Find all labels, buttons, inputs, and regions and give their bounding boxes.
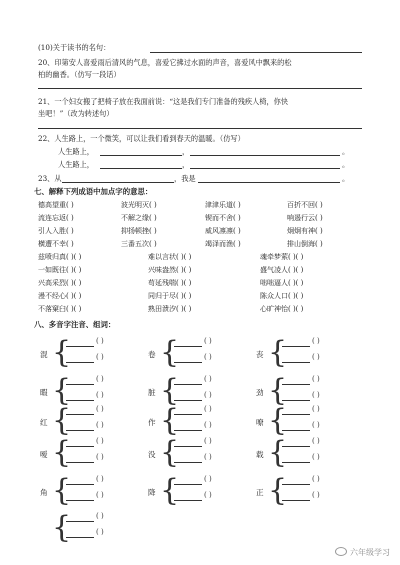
- q22-line2: 人生路上，: [58, 147, 94, 156]
- q22-period-1: 。: [342, 147, 350, 156]
- brace-glyph: {: [268, 435, 288, 470]
- q21-line1: 21、一个妇女搬了把椅子放在我面前说：“这是我们专门准备的残疾人椅，你快: [38, 97, 289, 106]
- q23-blank-1[interactable]: [62, 182, 174, 183]
- pinyin-paren[interactable]: ( ): [96, 475, 104, 483]
- idiom-r4-c3: 竭泽而渔( ): [205, 240, 241, 248]
- word-blank[interactable]: [174, 384, 202, 385]
- pinyin-paren[interactable]: ( ): [204, 405, 212, 413]
- pinyin-paren[interactable]: ( ): [312, 453, 320, 461]
- watermark-text: 六年级学习: [350, 548, 390, 558]
- pinyin-paren[interactable]: ( ): [204, 353, 212, 361]
- polyphone-char: 卷: [148, 350, 156, 359]
- idiom-r5-c2: 难以言状( )( ): [148, 253, 192, 261]
- q20-line2: 柏的幽香。（仿写一段话）: [38, 70, 121, 79]
- idiom-r1-c4: 百折不回( ): [287, 201, 323, 209]
- pinyin-paren[interactable]: ( ): [312, 353, 320, 361]
- idiom-r4-c4: 排山倒海( ): [287, 240, 323, 248]
- idiom-r2-c1: 流连忘返( ): [38, 214, 74, 222]
- polyphone-char: 嗳: [40, 450, 48, 459]
- q22-line1: 22、人生路上，一个微笑，可以让我们看到春天的温暖。（仿写）: [38, 134, 245, 143]
- word-blank[interactable]: [66, 430, 94, 431]
- brace-glyph: {: [160, 373, 180, 408]
- idiom-r7-c3: 咄咄逼人( )( ): [260, 279, 304, 287]
- word-blank[interactable]: [282, 484, 310, 485]
- q20-answer-line[interactable]: [38, 88, 362, 89]
- pinyin-paren[interactable]: ( ): [312, 437, 320, 445]
- word-blank[interactable]: [282, 500, 310, 501]
- brace-glyph: {: [268, 373, 288, 408]
- brace-glyph: {: [52, 335, 72, 370]
- polyphone-char: 载: [256, 450, 264, 459]
- q23-blank-2[interactable]: [198, 182, 340, 183]
- word-blank[interactable]: [174, 430, 202, 431]
- watermark: [335, 547, 390, 559]
- polyphone-char: 嘹: [256, 418, 264, 427]
- brace-glyph: {: [52, 473, 72, 508]
- word-blank[interactable]: [174, 500, 202, 501]
- word-blank[interactable]: [282, 430, 310, 431]
- pinyin-paren[interactable]: ( ): [96, 528, 104, 536]
- pinyin-paren[interactable]: ( ): [204, 437, 212, 445]
- brace-glyph: {: [52, 510, 72, 545]
- pinyin-paren[interactable]: ( ): [96, 337, 104, 345]
- idiom-r7-c1: 兴高采烈( )( ): [38, 279, 82, 287]
- q22-comma-1: ，: [182, 147, 190, 156]
- idiom-r2-c2: 不解之缘( ): [121, 214, 157, 222]
- word-blank[interactable]: [66, 462, 94, 463]
- word-blank[interactable]: [66, 537, 94, 538]
- word-blank[interactable]: [282, 400, 310, 401]
- pinyin-paren[interactable]: ( ): [96, 437, 104, 445]
- q22-blank-4[interactable]: [190, 168, 340, 169]
- pinyin-paren[interactable]: ( ): [96, 353, 104, 361]
- polyphone-char: 作: [148, 418, 156, 427]
- pinyin-paren[interactable]: ( ): [204, 453, 212, 461]
- section7-title: 七、解释下列成语中加点字的意思：: [34, 187, 153, 196]
- brace-glyph: {: [160, 335, 180, 370]
- word-blank[interactable]: [174, 446, 202, 447]
- idiom-r6-c3: 盛气凌人( )( ): [260, 266, 304, 274]
- word-blank[interactable]: [66, 521, 94, 522]
- pinyin-paren[interactable]: ( ): [96, 421, 104, 429]
- idiom-r8-c3: 陈众人口( )( ): [260, 292, 304, 300]
- word-blank[interactable]: [282, 462, 310, 463]
- brace-glyph: {: [160, 473, 180, 508]
- q23-mid: ，我是: [174, 174, 196, 183]
- word-blank[interactable]: [174, 414, 202, 415]
- q23-end: 。: [342, 174, 350, 183]
- word-blank[interactable]: [282, 346, 310, 347]
- q10-answer-line[interactable]: [150, 52, 362, 53]
- q21-line2: 坐吧！”（改为转述句）: [38, 109, 114, 118]
- idiom-r5-c1: 兹喷归真( )( ): [38, 253, 82, 261]
- pinyin-paren[interactable]: ( ): [312, 491, 320, 499]
- idiom-r8-c1: 漫不经心( )( ): [38, 292, 82, 300]
- word-blank[interactable]: [174, 484, 202, 485]
- idiom-r1-c1: 德高望重( ): [38, 201, 74, 209]
- pinyin-paren[interactable]: ( ): [312, 421, 320, 429]
- word-blank[interactable]: [282, 446, 310, 447]
- section8-title: 八、多音字注音、组词：: [34, 320, 116, 329]
- q20-line1: 20、印第安人喜爱雨后清风的气息，喜爱它拂过水面的声音，喜爱风中飘来的松: [38, 58, 292, 67]
- polyphone-char: 红: [40, 418, 48, 427]
- idiom-r8-c2: 同归于尽( )( ): [148, 292, 192, 300]
- pinyin-paren[interactable]: ( ): [96, 453, 104, 461]
- pinyin-paren[interactable]: ( ): [312, 375, 320, 383]
- brace-glyph: {: [160, 435, 180, 470]
- brace-glyph: {: [160, 403, 180, 438]
- q10-prompt: (10)关于读书的名句：: [38, 43, 111, 52]
- brace-glyph: {: [52, 373, 72, 408]
- pinyin-paren[interactable]: ( ): [204, 421, 212, 429]
- idiom-r2-c4: 响遏行云( ): [287, 214, 323, 222]
- word-blank[interactable]: [282, 414, 310, 415]
- idiom-r5-c3: 魂牵梦萦( )( ): [260, 253, 304, 261]
- pinyin-paren[interactable]: ( ): [96, 491, 104, 499]
- brace-glyph: {: [52, 403, 72, 438]
- polyphone-char: 没: [148, 450, 156, 459]
- pinyin-paren[interactable]: ( ): [312, 475, 320, 483]
- idiom-r3-c2: 抑扬顿挫( ): [121, 227, 157, 235]
- q22-period-2: 。: [342, 160, 350, 169]
- polyphone-char: 降: [148, 488, 156, 497]
- q22-line3: 人生路上，: [58, 160, 94, 169]
- word-blank[interactable]: [66, 446, 94, 447]
- idiom-r3-c4: 炯炯有神( ): [287, 227, 323, 235]
- polyphone-char: 脏: [148, 388, 156, 397]
- idiom-r4-c1: 横遭不幸( ): [38, 240, 74, 248]
- idiom-r3-c1: 引人入胜( ): [38, 227, 74, 235]
- pinyin-paren[interactable]: ( ): [96, 512, 104, 520]
- idiom-r4-c2: 三番五次( ): [121, 240, 157, 248]
- word-blank[interactable]: [282, 384, 310, 385]
- idiom-r9-c2: 熟田溃汐( )( ): [148, 305, 192, 313]
- pinyin-paren[interactable]: ( ): [96, 405, 104, 413]
- pinyin-paren[interactable]: ( ): [204, 491, 212, 499]
- q22-blank-3[interactable]: [100, 168, 182, 169]
- pinyin-paren[interactable]: ( ): [96, 375, 104, 383]
- word-blank[interactable]: [66, 346, 94, 347]
- q23-start: 23、从: [38, 174, 62, 183]
- polyphone-char: 劲: [256, 388, 264, 397]
- word-blank[interactable]: [66, 414, 94, 415]
- pinyin-paren[interactable]: ( ): [204, 391, 212, 399]
- polyphone-char: 暇: [40, 388, 48, 397]
- word-blank[interactable]: [174, 400, 202, 401]
- word-blank[interactable]: [282, 362, 310, 363]
- word-blank[interactable]: [66, 484, 94, 485]
- idiom-r9-c3: 心旷神怡( )( ): [260, 305, 304, 313]
- polyphone-char: 正: [256, 488, 264, 497]
- brace-glyph: {: [268, 403, 288, 438]
- idiom-r1-c2: 波光明灭( ): [121, 201, 157, 209]
- brace-glyph: {: [52, 435, 72, 470]
- q22-comma-2: ，: [182, 160, 190, 169]
- pinyin-paren[interactable]: ( ): [312, 391, 320, 399]
- wechat-icon: [335, 547, 347, 556]
- polyphone-char: 角: [40, 488, 48, 497]
- pinyin-paren[interactable]: ( ): [312, 405, 320, 413]
- word-blank[interactable]: [174, 462, 202, 463]
- polyphone-char: 混: [40, 350, 48, 359]
- pinyin-paren[interactable]: ( ): [204, 375, 212, 383]
- word-blank[interactable]: [174, 362, 202, 363]
- idiom-r1-c3: 津津乐道( ): [205, 201, 241, 209]
- brace-glyph: {: [268, 473, 288, 508]
- q22-blank-1[interactable]: [100, 155, 182, 156]
- idiom-r7-c2: 苟延残喘( )( ): [148, 279, 192, 287]
- word-blank[interactable]: [66, 500, 94, 501]
- word-blank[interactable]: [66, 384, 94, 385]
- pinyin-paren[interactable]: ( ): [312, 337, 320, 345]
- pinyin-paren[interactable]: ( ): [96, 391, 104, 399]
- brace-glyph: {: [268, 335, 288, 370]
- idiom-r6-c1: 一如既往( )( ): [38, 266, 82, 274]
- polyphone-char: 丧: [256, 350, 264, 359]
- pinyin-paren[interactable]: ( ): [204, 475, 212, 483]
- word-blank[interactable]: [66, 400, 94, 401]
- q21-answer-line[interactable]: [38, 128, 362, 129]
- q22-blank-2[interactable]: [190, 155, 340, 156]
- idiom-r6-c2: 兴味盎然( )( ): [148, 266, 192, 274]
- idiom-r3-c3: 威风凛凛( ): [205, 227, 241, 235]
- pinyin-paren[interactable]: ( ): [204, 337, 212, 345]
- word-blank[interactable]: [174, 346, 202, 347]
- word-blank[interactable]: [66, 362, 94, 363]
- idiom-r2-c3: 锲而不舍( ): [205, 214, 241, 222]
- idiom-r9-c1: 不落窠臼( )( ): [38, 305, 82, 313]
